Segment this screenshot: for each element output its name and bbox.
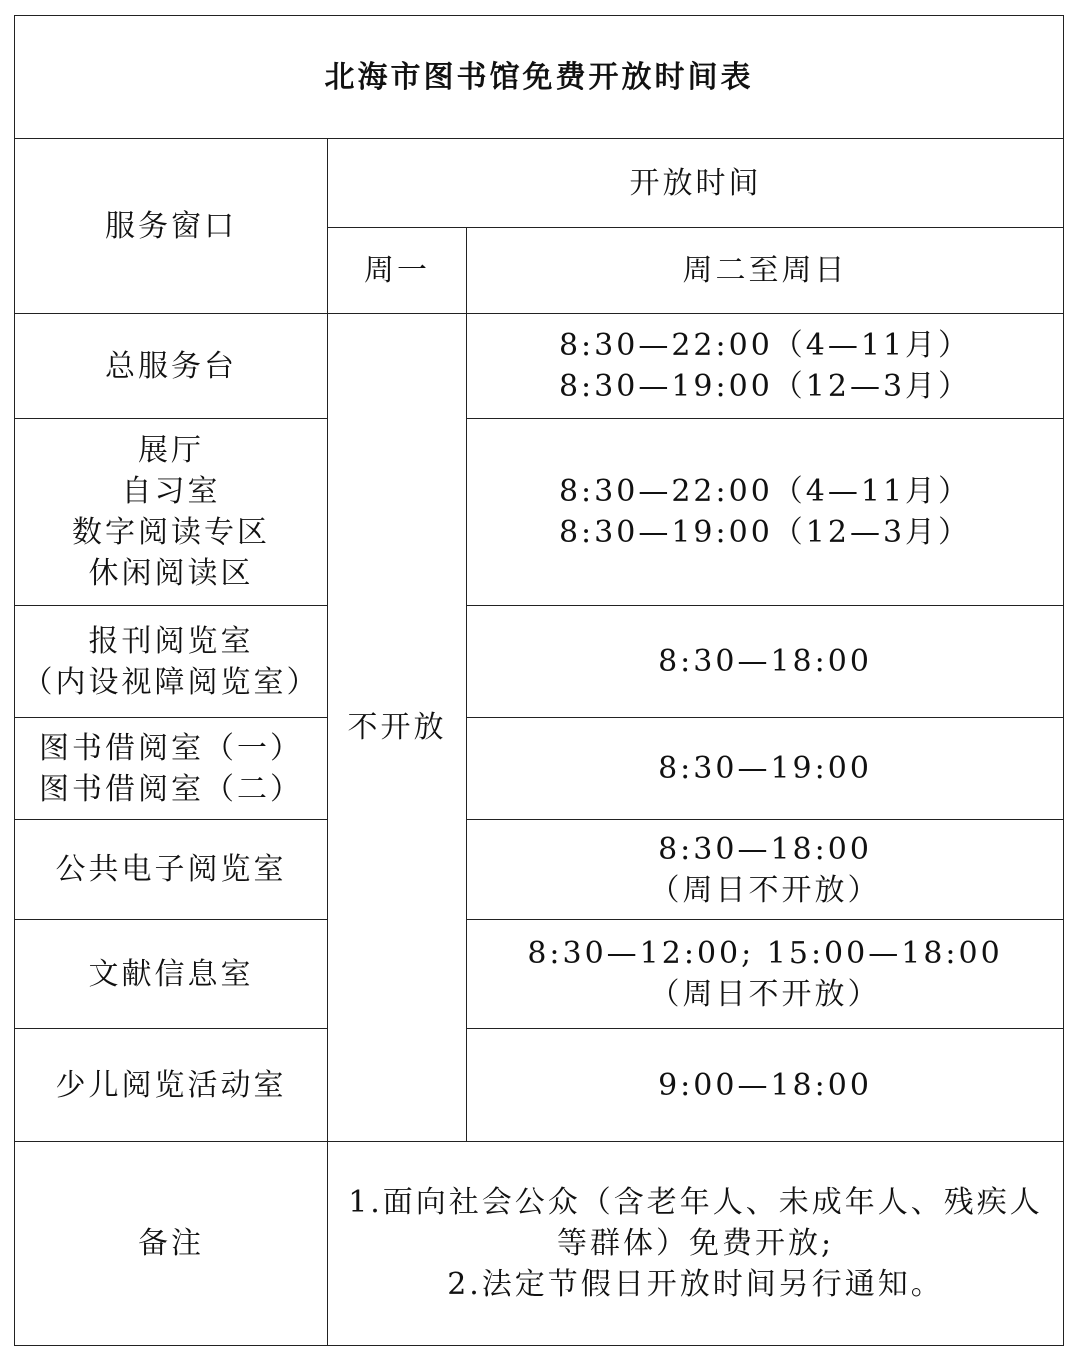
service-window-cell — [15, 718, 328, 820]
notes-cell — [328, 1142, 1064, 1346]
service-window-name: 展厅 — [138, 433, 204, 468]
service-window-cell — [15, 820, 328, 920]
service-window-cell — [15, 419, 328, 606]
monday-closed-cell: 不开放 — [328, 314, 467, 1142]
hours-line: 8:30—12:00; 15:00—18:00 — [527, 936, 1003, 971]
table-row — [15, 1029, 1064, 1142]
table-row — [15, 920, 1064, 1029]
hours-line: （周日不开放） — [649, 872, 881, 908]
note-line: 1.面向社会公众（含老年人、未成年人、残疾人 — [348, 1185, 1043, 1220]
title-row — [15, 16, 1064, 139]
service-window-name: 文献信息室 — [88, 956, 254, 992]
note-line: 2.法定节假日开放时间另行通知。 — [447, 1267, 944, 1302]
service-window-name: 少儿阅览活动室 — [55, 1067, 287, 1103]
table-title: 北海市图书馆免费开放时间表 — [15, 16, 1064, 139]
header-open-time: 开放时间 — [328, 139, 1064, 228]
hours-line: 9:00—18:00 — [658, 1067, 872, 1103]
table-row — [15, 314, 1064, 419]
service-window-cell — [15, 1029, 328, 1142]
hours-line: （周日不开放） — [649, 977, 881, 1012]
service-window-cell — [15, 606, 328, 718]
header-monday: 周一 — [328, 228, 467, 314]
table-row — [15, 419, 1064, 606]
header-service-window: 服务窗口 — [15, 139, 328, 314]
hours-line: 8:30—22:00（4—11月） — [558, 328, 972, 363]
hours-cell — [467, 920, 1064, 1029]
hours-line: 8:30—19:00（12—3月） — [558, 369, 972, 404]
table-row — [15, 718, 1064, 820]
service-window-name: 图书借阅室（二） — [39, 771, 303, 807]
notes-label: 备注 — [15, 1142, 328, 1346]
hours-line: 8:30—22:00（4—11月） — [558, 474, 972, 509]
hours-cell — [467, 606, 1064, 718]
schedule-table — [14, 15, 1064, 1346]
hours-cell — [467, 718, 1064, 820]
hours-cell — [467, 419, 1064, 606]
hours-line: 8:30—19:00（12—3月） — [558, 515, 972, 550]
hours-line: 8:30—18:00 — [658, 644, 872, 679]
service-window-name: 报刊阅览室 — [88, 623, 254, 659]
hours-line: 8:30—19:00 — [658, 751, 872, 786]
header-tue-sun: 周二至周日 — [467, 228, 1064, 314]
service-window-name: 总服务台 — [105, 348, 237, 384]
hours-cell — [467, 820, 1064, 920]
hours-cell — [467, 314, 1064, 419]
header-row-1 — [15, 139, 1064, 228]
service-window-name: 公共电子阅览室 — [55, 852, 287, 887]
note-line: 等群体）免费开放; — [556, 1226, 835, 1261]
service-window-name: 自习室 — [121, 474, 221, 509]
table-row — [15, 606, 1064, 718]
service-window-name: 休闲阅读区 — [88, 556, 254, 591]
notes-row — [15, 1142, 1064, 1346]
service-window-cell — [15, 920, 328, 1029]
hours-line: 8:30—18:00 — [658, 831, 872, 867]
service-window-name: 图书借阅室（一） — [39, 730, 303, 766]
service-window-cell — [15, 314, 328, 419]
hours-cell — [467, 1029, 1064, 1142]
service-window-name: 数字阅读专区 — [72, 515, 270, 550]
service-window-name: （内设视障阅览室） — [22, 664, 320, 700]
table-row — [15, 820, 1064, 920]
